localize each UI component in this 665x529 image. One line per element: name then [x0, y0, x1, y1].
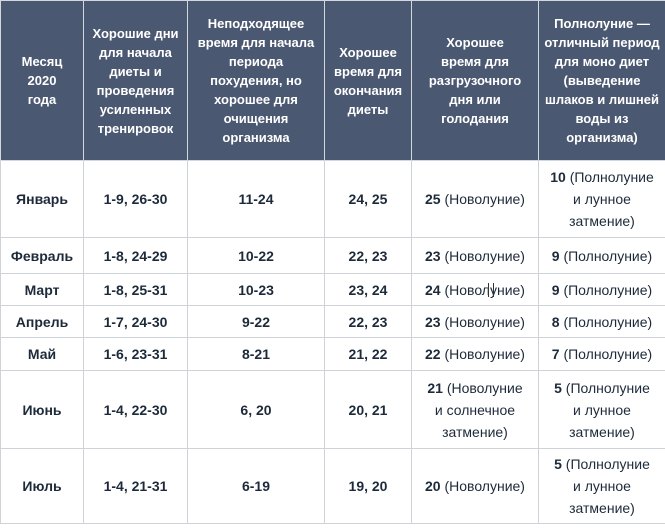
full-moon-day: 9: [551, 247, 560, 264]
cell-unsuitable: 10-23: [188, 274, 325, 306]
header-month: Месяц 2020 года: [1, 1, 84, 161]
cell-unsuitable: 10-22: [188, 238, 325, 274]
fasting-day: 21: [427, 379, 443, 396]
table-row: [1, 338, 665, 371]
fasting-note: (Новолуние): [444, 346, 525, 362]
fasting-note: (Новолуние): [444, 191, 525, 207]
cell-unsuitable: 6-19: [188, 449, 325, 524]
cell-unsuitable: 8-21: [188, 338, 325, 371]
cell-full-moon: [539, 238, 665, 274]
cell-month: Июнь: [1, 371, 84, 449]
fasting-day: 20: [425, 478, 441, 494]
cell-good-start: 1-4, 22-30: [84, 371, 188, 449]
header-good-end: Хорошее время для окончания диеты: [325, 1, 412, 161]
cell-fasting: [412, 371, 539, 449]
cell-full-moon: [539, 274, 665, 306]
table-row: [1, 161, 665, 238]
full-moon-note: (Полнолуние): [563, 346, 653, 362]
fasting-day: 22: [425, 346, 441, 362]
full-moon-note: (Полнолуние): [563, 313, 653, 330]
text-cursor-icon: [488, 283, 494, 297]
full-moon-day: 5: [554, 456, 562, 472]
table-row: [1, 306, 665, 338]
cell-full-moon: [539, 338, 665, 371]
cell-good-start: 1-9, 26-30: [84, 161, 188, 238]
cell-good-end: 24, 25: [325, 161, 412, 238]
cell-unsuitable: 9-22: [188, 306, 325, 338]
cell-good-start: 1-4, 21-31: [84, 449, 188, 524]
fasting-note: (Новолуние): [444, 281, 525, 298]
cell-fasting: [412, 274, 539, 306]
cell-fasting: [412, 338, 539, 371]
full-moon-note: (Полнолуние и лунное затмение): [569, 169, 654, 229]
fasting-day: 23: [425, 313, 441, 330]
fasting-note: (Новолуние): [444, 313, 525, 330]
cell-good-start: 1-8, 25-31: [84, 274, 188, 306]
header-fasting: Хорошее время для разгрузочного дня или голодания: [412, 1, 539, 161]
cell-good-end: 21, 22: [325, 338, 412, 371]
full-moon-day: 5: [554, 379, 562, 396]
header-row: [1, 1, 665, 161]
cell-month: Январь: [1, 161, 84, 238]
full-moon-note: (Полнолуние): [563, 281, 653, 298]
cell-good-end: 23, 24: [325, 274, 412, 306]
cell-month: Июль: [1, 449, 84, 524]
full-moon-day: 10: [550, 169, 566, 185]
cell-fasting: [412, 238, 539, 274]
full-moon-note: (Полнолуние и лунное затмение): [565, 456, 650, 516]
cell-good-start: 1-6, 23-31: [84, 338, 188, 371]
header-full-moon: Полнолуние — отличный период для моно диет (выведение шлаков и лишней воды из организма): [539, 1, 665, 161]
cell-month: Май: [1, 338, 84, 371]
cell-fasting: [412, 449, 539, 524]
cell-good-end: 20, 21: [325, 371, 412, 449]
full-moon-day: 7: [551, 346, 560, 362]
cell-full-moon: [539, 306, 665, 338]
table-row: [1, 238, 665, 274]
cell-good-end: 22, 23: [325, 306, 412, 338]
full-moon-day: 8: [551, 313, 560, 330]
cell-month: Апрель: [1, 306, 84, 338]
cell-good-start: 1-7, 24-30: [84, 306, 188, 338]
fasting-day: 23: [425, 247, 441, 264]
table-row: [1, 449, 665, 524]
header-unsuitable: Неподходящее время для начала периода похудения, но хорошее для очищения организма: [188, 1, 325, 161]
table-row: [1, 274, 665, 306]
cell-unsuitable: 6, 20: [188, 371, 325, 449]
full-moon-day: 9: [551, 281, 560, 298]
fasting-note: (Новолуние): [444, 247, 525, 264]
cell-good-end: 22, 23: [325, 238, 412, 274]
cell-unsuitable: 11-24: [188, 161, 325, 238]
cell-fasting: [412, 306, 539, 338]
full-moon-note: (Полнолуние): [563, 247, 653, 264]
cell-full-moon: [539, 449, 665, 524]
fasting-note: (Новолуние и солнечное затмение): [434, 379, 523, 440]
fasting-note: (Новолуние): [444, 478, 525, 494]
fasting-day: 24: [425, 281, 441, 298]
cell-good-start: 1-8, 24-29: [84, 238, 188, 274]
cell-full-moon: [539, 371, 665, 449]
cell-month: Март: [1, 274, 84, 306]
fasting-day: 25: [425, 191, 441, 207]
table-row: [1, 371, 665, 449]
cell-fasting: [412, 161, 539, 238]
cell-month: Февраль: [1, 238, 84, 274]
cell-good-end: 19, 20: [325, 449, 412, 524]
cell-full-moon: [539, 161, 665, 238]
header-good-start: Хорошие дни для начала диеты и проведения усиленных тренировок: [84, 1, 188, 161]
full-moon-note: (Полнолуние и лунное затмение): [565, 379, 650, 440]
